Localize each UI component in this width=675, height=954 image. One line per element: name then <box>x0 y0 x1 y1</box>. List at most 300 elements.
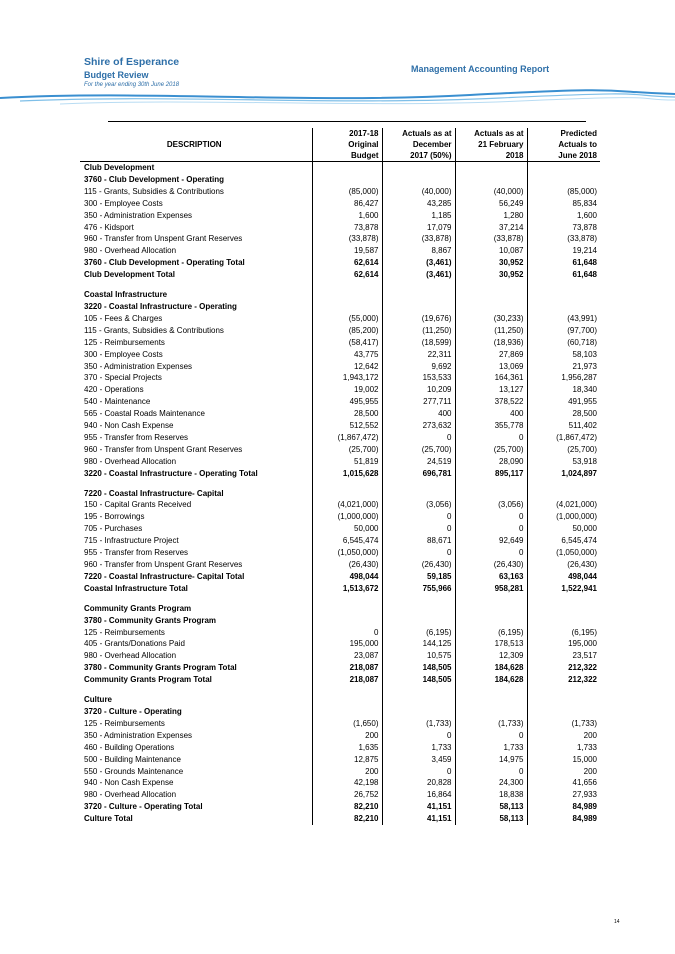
row-description: 115 - Grants, Subsidies & Contributions <box>84 325 224 335</box>
table-row <box>80 222 600 234</box>
header-line: December <box>412 140 452 149</box>
actuals-december-cell: 17,079 <box>382 222 455 234</box>
row-description: 500 - Building Maintenance <box>84 754 181 764</box>
predicted-actuals-cell: (1,867,472) <box>527 432 600 444</box>
actuals-december-cell: 277,711 <box>382 396 455 408</box>
page-number: 14 <box>614 919 620 925</box>
row-description: 960 - Transfer from Unspent Grant Reserves <box>84 560 243 569</box>
actuals-february-cell: 27,869 <box>455 349 527 361</box>
actuals-february-cell: (26,430) <box>455 559 527 571</box>
row-description: 960 - Transfer from Unspent Grant Reserves <box>84 234 243 244</box>
original-budget-cell: (1,050,000) <box>312 547 382 559</box>
header-wave-decoration <box>0 86 675 108</box>
actuals-december-cell: 20,828 <box>382 777 455 789</box>
actuals-february-cell: 1,280 <box>455 210 527 222</box>
table-heading-row <box>80 674 600 686</box>
row-description: 350 - Administration Expenses <box>84 210 193 220</box>
original-budget-cell: 12,642 <box>312 361 382 373</box>
row-description: 3780 - Community Grants Program <box>84 615 217 625</box>
column-header-description: DESCRIPTION <box>80 128 312 162</box>
original-budget-cell: 62,614 <box>312 269 382 281</box>
row-description: 350 - Administration Expenses <box>84 730 193 740</box>
table-row <box>80 349 600 361</box>
row-description: 565 - Coastal Roads Maintenance <box>84 409 205 419</box>
header-line: Original <box>348 140 379 149</box>
actuals-february-cell: 92,649 <box>455 535 527 547</box>
table-row <box>80 627 600 639</box>
original-budget-cell: 86,427 <box>312 198 382 210</box>
table-row <box>80 511 600 523</box>
table-top-rule <box>108 121 586 122</box>
table-heading-row <box>80 662 600 674</box>
row-description: 3720 - Culture - Operating Total <box>84 802 203 812</box>
actuals-february-cell: (18,936) <box>455 337 527 349</box>
actuals-december-cell: 9,692 <box>382 361 455 373</box>
actuals-february-cell <box>455 595 527 603</box>
table-spacer-row <box>80 595 600 603</box>
predicted-actuals-cell <box>527 480 600 488</box>
row-description: Community Grants Program Total <box>84 675 212 685</box>
actuals-december-cell: (6,195) <box>382 627 455 639</box>
actuals-december-cell: 144,125 <box>382 638 455 650</box>
predicted-actuals-cell: 84,989 <box>527 813 600 825</box>
row-description: Culture <box>84 695 112 705</box>
table-row <box>80 456 600 468</box>
header-line: Budget <box>350 151 379 160</box>
actuals-december-cell: 148,505 <box>382 662 455 674</box>
table-heading-row <box>80 813 600 825</box>
predicted-actuals-cell: (26,430) <box>527 559 600 571</box>
actuals-december-cell: (1,733) <box>382 718 455 730</box>
original-budget-cell: (1,867,472) <box>312 432 382 444</box>
table-row <box>80 444 600 456</box>
original-budget-cell: 218,087 <box>312 674 382 686</box>
row-description: Coastal Infrastructure <box>84 290 168 300</box>
table-heading-row <box>80 706 600 718</box>
original-budget-cell: (1,650) <box>312 718 382 730</box>
predicted-actuals-cell: 195,000 <box>527 638 600 650</box>
actuals-december-cell: 0 <box>382 547 455 559</box>
row-description: 3220 - Coastal Infrastructure - Operating <box>84 301 237 311</box>
table-row <box>80 361 600 373</box>
predicted-actuals-cell: (6,195) <box>527 627 600 639</box>
original-budget-cell <box>312 162 382 174</box>
table-row <box>80 730 600 742</box>
budget-table <box>80 128 600 825</box>
actuals-december-cell <box>382 603 455 615</box>
table-row <box>80 210 600 222</box>
row-description <box>80 686 312 694</box>
predicted-actuals-cell: 61,648 <box>527 257 600 269</box>
predicted-actuals-cell: 200 <box>527 766 600 778</box>
actuals-december-cell: (25,700) <box>382 444 455 456</box>
actuals-february-cell: (3,056) <box>455 499 527 511</box>
table-heading-row <box>80 289 600 301</box>
table-heading-row <box>80 694 600 706</box>
table-row <box>80 766 600 778</box>
actuals-december-cell: 0 <box>382 432 455 444</box>
header-line: 2017 (50%) <box>410 151 452 160</box>
table-row <box>80 408 600 420</box>
original-budget-cell: (4,021,000) <box>312 499 382 511</box>
header-line: 2018 <box>505 151 524 160</box>
actuals-february-cell: 0 <box>455 511 527 523</box>
actuals-december-cell <box>382 289 455 301</box>
table-row <box>80 245 600 257</box>
original-budget-cell: (25,700) <box>312 444 382 456</box>
predicted-actuals-cell <box>527 603 600 615</box>
table-row <box>80 754 600 766</box>
original-budget-cell: (55,000) <box>312 313 382 325</box>
predicted-actuals-cell: 15,000 <box>527 754 600 766</box>
actuals-december-cell: (26,430) <box>382 559 455 571</box>
row-description: 105 - Fees & Charges <box>84 313 163 323</box>
predicted-actuals-cell: 53,918 <box>527 456 600 468</box>
actuals-february-cell: 12,309 <box>455 650 527 662</box>
predicted-actuals-cell <box>527 595 600 603</box>
row-description: Culture Total <box>84 814 133 824</box>
row-description <box>80 595 312 603</box>
original-budget-cell <box>312 174 382 186</box>
table-row <box>80 742 600 754</box>
actuals-december-cell <box>382 595 455 603</box>
original-budget-cell: 43,775 <box>312 349 382 361</box>
row-description: Club Development <box>84 163 155 172</box>
row-description: 705 - Purchases <box>84 524 143 534</box>
predicted-actuals-cell: 50,000 <box>527 523 600 535</box>
predicted-actuals-cell: 85,834 <box>527 198 600 210</box>
predicted-actuals-cell: 27,933 <box>527 789 600 801</box>
actuals-december-cell: 10,209 <box>382 384 455 396</box>
row-description: 476 - Kidsport <box>84 222 134 232</box>
row-description: 980 - Overhead Allocation <box>84 790 177 800</box>
predicted-actuals-cell: (60,718) <box>527 337 600 349</box>
predicted-actuals-cell <box>527 694 600 706</box>
table-heading-row <box>80 488 600 500</box>
original-budget-cell <box>312 595 382 603</box>
row-description: 370 - Special Projects <box>84 373 162 383</box>
row-description: 540 - Maintenance <box>84 397 151 407</box>
row-description: 715 - Infrastructure Project <box>84 536 179 546</box>
table-row <box>80 372 600 384</box>
predicted-actuals-cell: (85,000) <box>527 186 600 198</box>
actuals-december-cell: (40,000) <box>382 186 455 198</box>
row-description: 3220 - Coastal Infrastructure - Operating Total <box>84 468 258 478</box>
original-budget-cell: 19,002 <box>312 384 382 396</box>
actuals-february-cell: (40,000) <box>455 186 527 198</box>
predicted-actuals-cell: 212,322 <box>527 662 600 674</box>
actuals-february-cell <box>455 686 527 694</box>
row-description: 960 - Transfer from Unspent Grant Reserves <box>84 444 243 454</box>
predicted-actuals-cell: 511,402 <box>527 420 600 432</box>
actuals-february-cell <box>455 289 527 301</box>
actuals-february-cell <box>455 706 527 718</box>
actuals-december-cell: 1,733 <box>382 742 455 754</box>
actuals-december-cell: 0 <box>382 766 455 778</box>
row-description: 980 - Overhead Allocation <box>84 456 177 466</box>
original-budget-cell <box>312 289 382 301</box>
header-line: Actuals as at <box>474 129 524 138</box>
row-description: 125 - Reimbursements <box>84 627 165 637</box>
original-budget-cell: 12,875 <box>312 754 382 766</box>
predicted-actuals-cell: 491,955 <box>527 396 600 408</box>
predicted-actuals-cell: (25,700) <box>527 444 600 456</box>
actuals-february-cell: 184,628 <box>455 662 527 674</box>
actuals-february-cell <box>455 281 527 289</box>
header-line: June 2018 <box>558 151 597 160</box>
original-budget-cell: 62,614 <box>312 257 382 269</box>
actuals-february-cell: 355,778 <box>455 420 527 432</box>
predicted-actuals-cell <box>527 488 600 500</box>
actuals-february-cell: 0 <box>455 432 527 444</box>
predicted-actuals-cell: 19,214 <box>527 245 600 257</box>
predicted-actuals-cell: 73,878 <box>527 222 600 234</box>
actuals-february-cell: 56,249 <box>455 198 527 210</box>
original-budget-cell <box>312 480 382 488</box>
predicted-actuals-cell: 61,648 <box>527 269 600 281</box>
actuals-december-cell <box>382 488 455 500</box>
actuals-december-cell: 41,151 <box>382 801 455 813</box>
row-description: 115 - Grants, Subsidies & Contributions <box>84 186 224 196</box>
original-budget-cell: 51,819 <box>312 456 382 468</box>
predicted-actuals-cell: 1,733 <box>527 742 600 754</box>
original-budget-cell <box>312 694 382 706</box>
actuals-december-cell <box>382 694 455 706</box>
predicted-actuals-cell: 212,322 <box>527 674 600 686</box>
original-budget-cell: 200 <box>312 730 382 742</box>
actuals-december-cell: (33,878) <box>382 233 455 245</box>
row-description: 940 - Non Cash Expense <box>84 778 174 788</box>
row-description: Community Grants Program <box>84 603 192 613</box>
header-line: Actuals as at <box>402 129 452 138</box>
original-budget-cell: 218,087 <box>312 662 382 674</box>
actuals-february-cell: 13,127 <box>455 384 527 396</box>
original-budget-cell: 498,044 <box>312 571 382 583</box>
table-row <box>80 523 600 535</box>
actuals-december-cell: 0 <box>382 511 455 523</box>
actuals-december-cell: 696,781 <box>382 468 455 480</box>
table-row <box>80 384 600 396</box>
original-budget-cell: 195,000 <box>312 638 382 650</box>
actuals-december-cell: 43,285 <box>382 198 455 210</box>
actuals-february-cell: 378,522 <box>455 396 527 408</box>
actuals-december-cell: (18,599) <box>382 337 455 349</box>
actuals-february-cell: 30,952 <box>455 269 527 281</box>
row-description: 195 - Borrowings <box>84 512 145 522</box>
actuals-december-cell <box>382 686 455 694</box>
predicted-actuals-cell: 1,522,941 <box>527 583 600 595</box>
table-heading-row <box>80 301 600 313</box>
actuals-december-cell: 153,533 <box>382 372 455 384</box>
predicted-actuals-cell: 498,044 <box>527 571 600 583</box>
predicted-actuals-cell <box>527 301 600 313</box>
actuals-february-cell: 0 <box>455 730 527 742</box>
table-heading-row <box>80 571 600 583</box>
actuals-february-cell: 63,163 <box>455 571 527 583</box>
row-description: 980 - Overhead Allocation <box>84 651 177 661</box>
actuals-december-cell <box>382 615 455 627</box>
original-budget-cell: 82,210 <box>312 813 382 825</box>
document-subtitle: Budget Review <box>84 70 149 80</box>
original-budget-cell <box>312 301 382 313</box>
actuals-december-cell: 755,966 <box>382 583 455 595</box>
predicted-actuals-cell: 6,545,474 <box>527 535 600 547</box>
actuals-december-cell: 88,671 <box>382 535 455 547</box>
original-budget-cell: 495,955 <box>312 396 382 408</box>
row-description: 955 - Transfer from Reserves <box>84 548 189 558</box>
predicted-actuals-cell <box>527 289 600 301</box>
row-description: 150 - Capital Grants Received <box>84 500 192 510</box>
actuals-february-cell <box>455 162 527 174</box>
original-budget-cell: (85,200) <box>312 325 382 337</box>
original-budget-cell <box>312 281 382 289</box>
actuals-december-cell <box>382 174 455 186</box>
table-row <box>80 547 600 559</box>
predicted-actuals-cell: 1,600 <box>527 210 600 222</box>
predicted-actuals-cell <box>527 162 600 174</box>
row-description: 7220 - Coastal Infrastructure- Capital Total <box>84 571 245 581</box>
table-row <box>80 559 600 571</box>
actuals-december-cell: 1,185 <box>382 210 455 222</box>
actuals-february-cell: (25,700) <box>455 444 527 456</box>
table-header-row <box>80 128 600 162</box>
actuals-february-cell: 1,733 <box>455 742 527 754</box>
table-row <box>80 186 600 198</box>
original-budget-cell: 28,500 <box>312 408 382 420</box>
row-description: 7220 - Coastal Infrastructure- Capital <box>84 488 224 498</box>
table-heading-row <box>80 468 600 480</box>
actuals-february-cell: 184,628 <box>455 674 527 686</box>
row-description: 3760 - Club Development - Operating Total <box>84 258 245 268</box>
actuals-february-cell: (11,250) <box>455 325 527 337</box>
original-budget-cell: (58,417) <box>312 337 382 349</box>
actuals-december-cell: 59,185 <box>382 571 455 583</box>
actuals-february-cell <box>455 615 527 627</box>
original-budget-cell <box>312 615 382 627</box>
row-description: 300 - Employee Costs <box>84 349 163 359</box>
actuals-december-cell: 8,867 <box>382 245 455 257</box>
header-line: 21 February <box>478 140 524 149</box>
table-row <box>80 396 600 408</box>
actuals-february-cell: 14,975 <box>455 754 527 766</box>
predicted-actuals-cell <box>527 174 600 186</box>
actuals-february-cell <box>455 301 527 313</box>
actuals-december-cell <box>382 301 455 313</box>
original-budget-cell: (33,878) <box>312 233 382 245</box>
predicted-actuals-cell: (4,021,000) <box>527 499 600 511</box>
predicted-actuals-cell: 200 <box>527 730 600 742</box>
table-row <box>80 777 600 789</box>
actuals-february-cell: 24,300 <box>455 777 527 789</box>
table-row <box>80 432 600 444</box>
row-description: 980 - Overhead Allocation <box>84 246 177 256</box>
original-budget-cell: (26,430) <box>312 559 382 571</box>
original-budget-cell: 512,552 <box>312 420 382 432</box>
header-line: Predicted <box>560 129 597 138</box>
original-budget-cell <box>312 686 382 694</box>
table-row <box>80 313 600 325</box>
actuals-december-cell <box>382 281 455 289</box>
table-row <box>80 718 600 730</box>
actuals-february-cell <box>455 480 527 488</box>
predicted-actuals-cell: (1,050,000) <box>527 547 600 559</box>
actuals-december-cell: (3,056) <box>382 499 455 511</box>
actuals-february-cell: 164,361 <box>455 372 527 384</box>
header-line: Actuals to <box>558 140 597 149</box>
actuals-february-cell: 0 <box>455 547 527 559</box>
actuals-december-cell: 3,459 <box>382 754 455 766</box>
table-row <box>80 325 600 337</box>
actuals-february-cell <box>455 174 527 186</box>
predicted-actuals-cell: 1,956,287 <box>527 372 600 384</box>
predicted-actuals-cell: (33,878) <box>527 233 600 245</box>
predicted-actuals-cell: (97,700) <box>527 325 600 337</box>
original-budget-cell: 23,087 <box>312 650 382 662</box>
original-budget-cell: 1,015,628 <box>312 468 382 480</box>
report-period: For the year ending 30th June 2018 <box>84 82 180 88</box>
actuals-february-cell: (33,878) <box>455 233 527 245</box>
original-budget-cell <box>312 488 382 500</box>
actuals-december-cell: 273,632 <box>382 420 455 432</box>
table-row <box>80 499 600 511</box>
original-budget-cell: 26,752 <box>312 789 382 801</box>
table-heading-row <box>80 583 600 595</box>
actuals-february-cell: 178,513 <box>455 638 527 650</box>
actuals-february-cell: 18,838 <box>455 789 527 801</box>
actuals-february-cell: 58,113 <box>455 813 527 825</box>
table-row <box>80 789 600 801</box>
row-description: Coastal Infrastructure Total <box>84 583 188 593</box>
original-budget-cell: 1,513,672 <box>312 583 382 595</box>
original-budget-cell: 200 <box>312 766 382 778</box>
row-description: 550 - Grounds Maintenance <box>84 766 184 776</box>
actuals-december-cell: 0 <box>382 523 455 535</box>
column-header-actuals-december <box>382 128 455 162</box>
column-header-predicted-actuals <box>527 128 600 162</box>
row-description: 955 - Transfer from Reserves <box>84 432 189 442</box>
actuals-december-cell: 0 <box>382 730 455 742</box>
actuals-february-cell: 0 <box>455 766 527 778</box>
original-budget-cell: 19,587 <box>312 245 382 257</box>
row-description: 460 - Building Operations <box>84 742 175 752</box>
table-spacer-row <box>80 281 600 289</box>
actuals-december-cell <box>382 480 455 488</box>
actuals-december-cell: 148,505 <box>382 674 455 686</box>
row-description: 125 - Reimbursements <box>84 337 165 347</box>
row-description: Club Development Total <box>84 270 175 280</box>
predicted-actuals-cell: 21,973 <box>527 361 600 373</box>
actuals-february-cell: (1,733) <box>455 718 527 730</box>
original-budget-cell: 1,943,172 <box>312 372 382 384</box>
row-description: 300 - Employee Costs <box>84 198 163 208</box>
predicted-actuals-cell <box>527 281 600 289</box>
actuals-february-cell: (6,195) <box>455 627 527 639</box>
row-description: 3780 - Community Grants Program Total <box>84 663 237 673</box>
report-title: Management Accounting Report <box>411 64 550 74</box>
predicted-actuals-cell: 1,024,897 <box>527 468 600 480</box>
predicted-actuals-cell <box>527 686 600 694</box>
predicted-actuals-cell: (43,991) <box>527 313 600 325</box>
table-heading-row <box>80 174 600 186</box>
original-budget-cell <box>312 706 382 718</box>
table-heading-row <box>80 269 600 281</box>
row-description: 940 - Non Cash Expense <box>84 421 174 431</box>
predicted-actuals-cell <box>527 615 600 627</box>
header-line: 2017-18 <box>349 129 379 138</box>
actuals-february-cell: 30,952 <box>455 257 527 269</box>
actuals-february-cell: 0 <box>455 523 527 535</box>
row-description: 3720 - Culture - Operating <box>84 706 182 716</box>
